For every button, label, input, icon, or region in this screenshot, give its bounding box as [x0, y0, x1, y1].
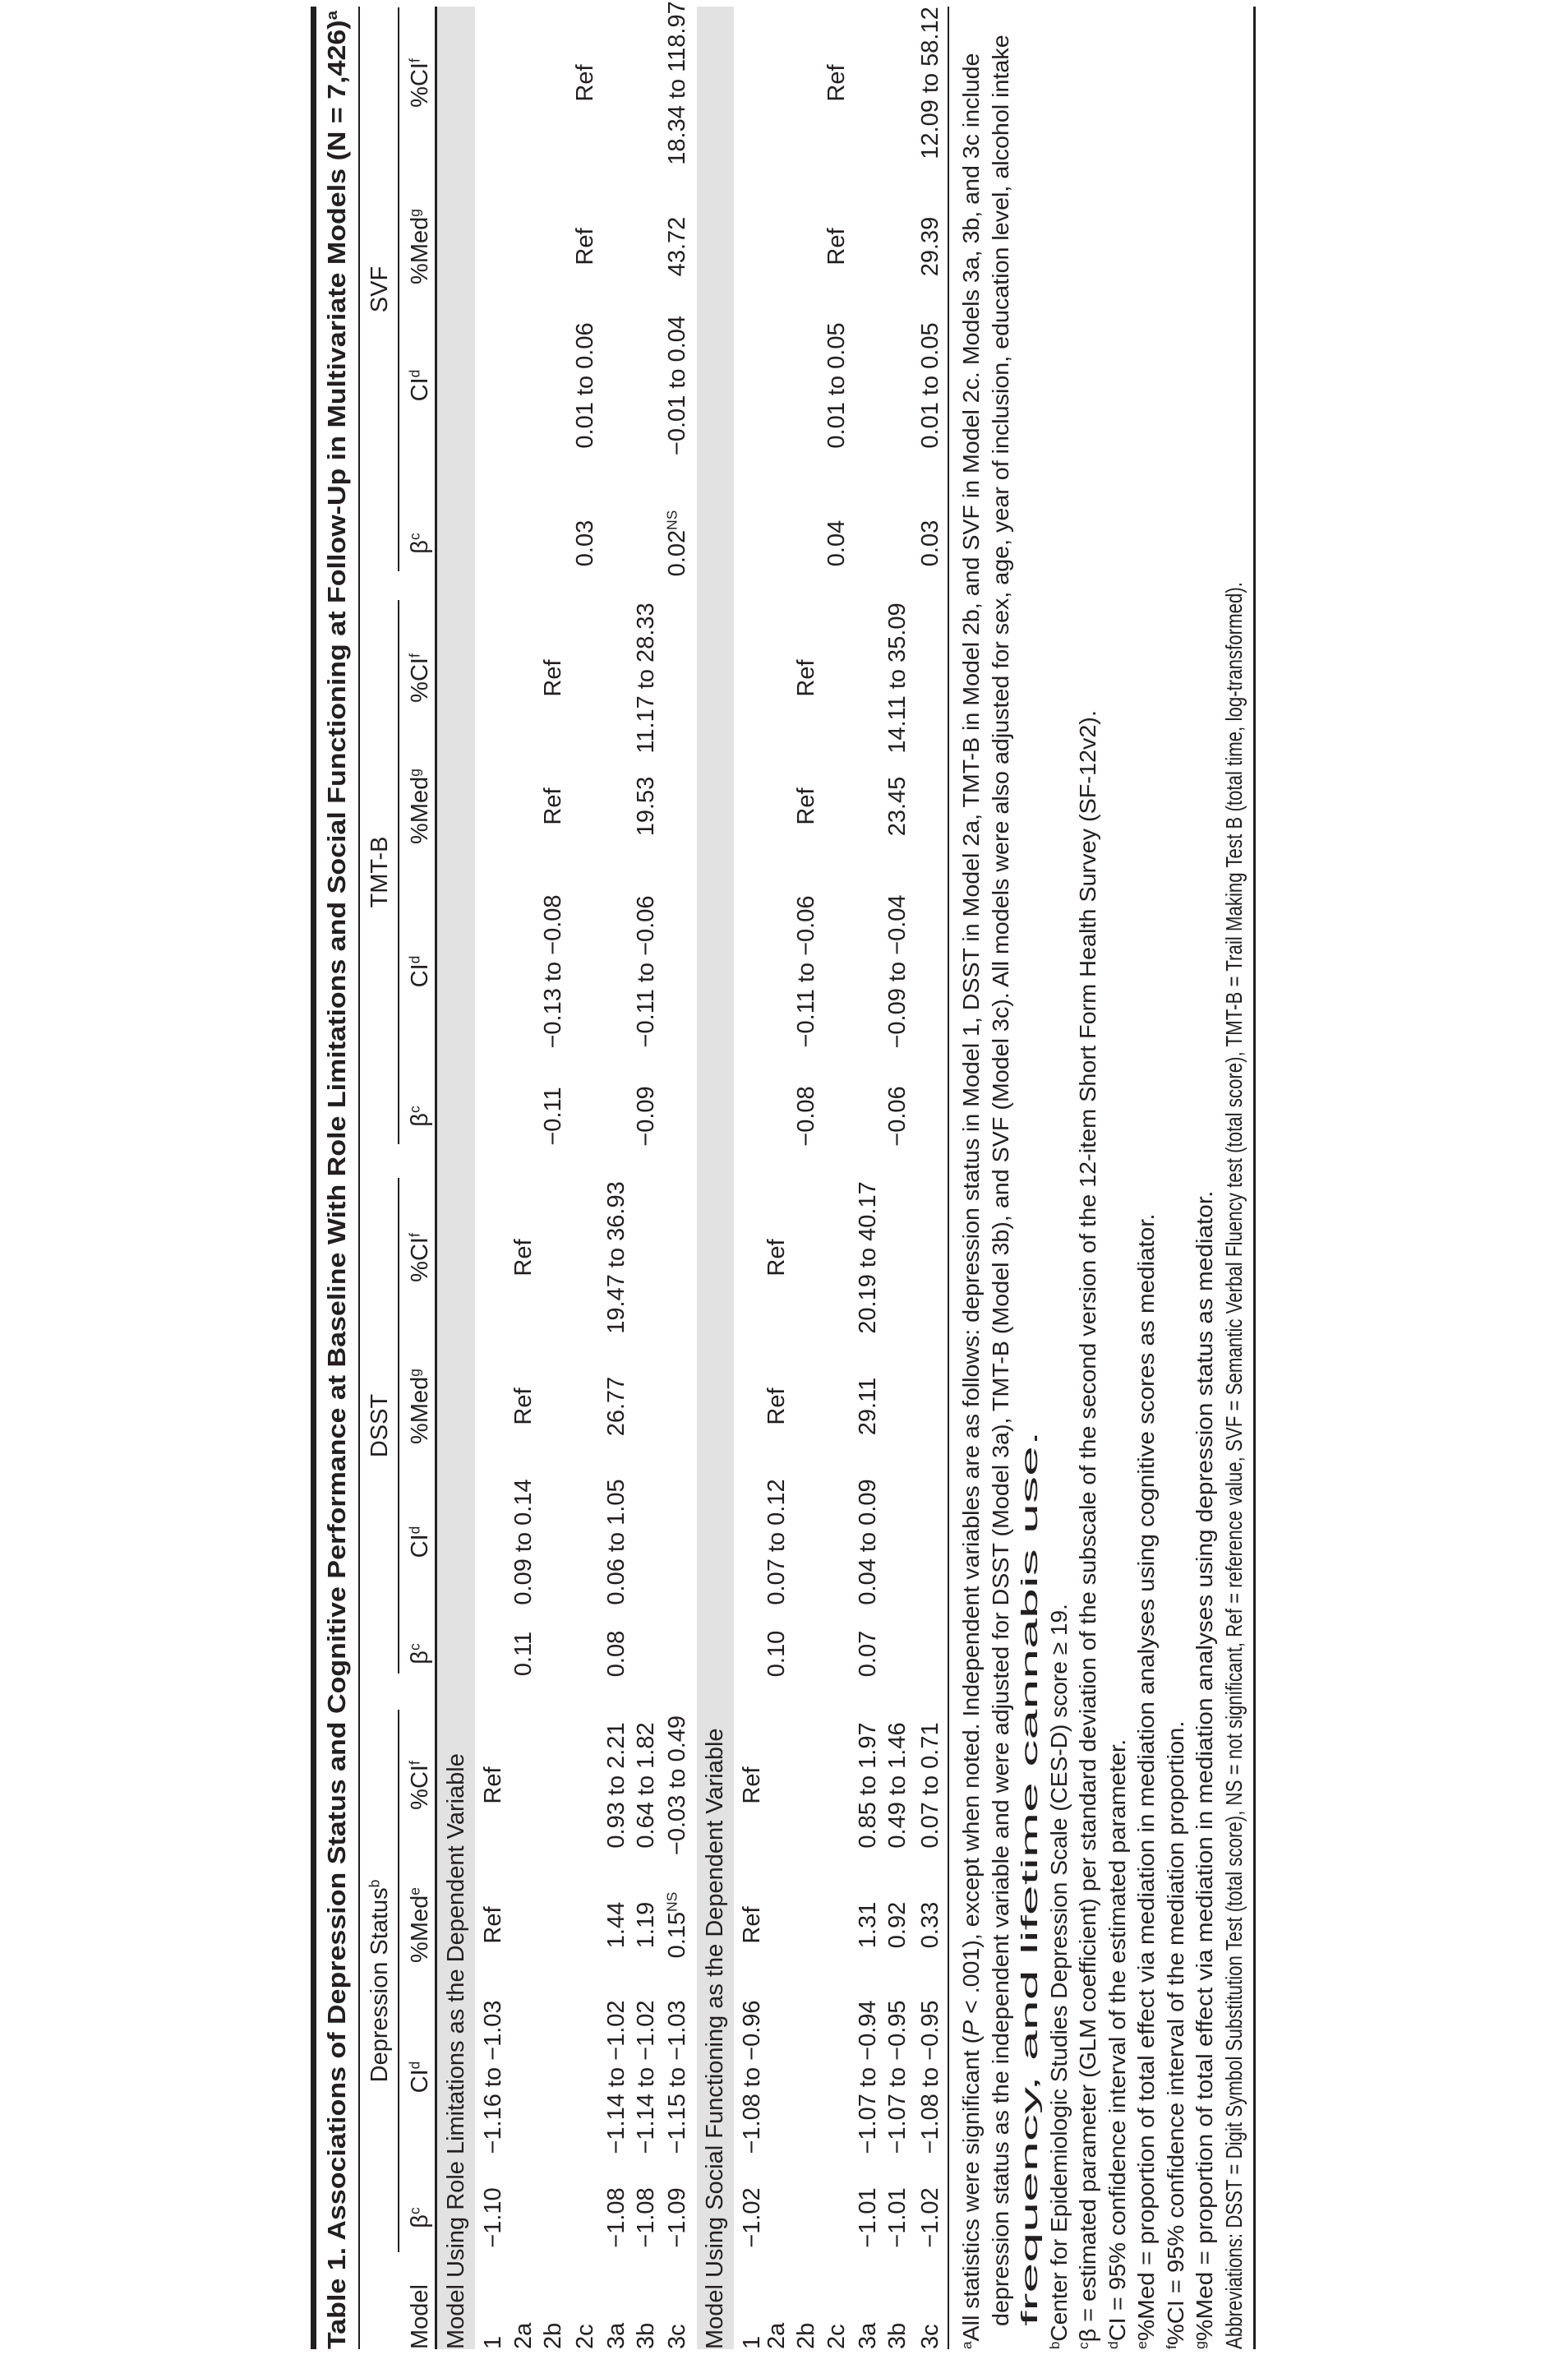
table-cell: Ref	[793, 659, 819, 697]
table-cell: 0.06 to 1.05	[603, 1479, 630, 1605]
table-cell: −0.11	[540, 1087, 566, 1146]
table-cell: 29.11	[855, 1377, 881, 1436]
table-title	[321, 11, 353, 2349]
footnote-text: < .001), except when noted. Independent variables are as follows: depression status in Model 1, DSST in Model 2a, TMT-B in Model 2b, and SVF in Model 2c. Models 3a, 3b, and 3c include	[958, 53, 984, 2020]
rotated-table-page	[311, 0, 1257, 2364]
footnote-text: %Med = proportion of total effect via mediation in mediation analyses using depression status as mediator.	[1192, 1190, 1217, 2342]
table-cell: 0.93 to 2.21	[603, 1722, 630, 1849]
group-underline	[398, 7, 399, 571]
footnote-a-line3: frequency, and lifetime cannabis use.	[1017, 1430, 1042, 2326]
table-cell: 26.77	[603, 1376, 630, 1437]
table-cell: 0.11	[510, 1631, 537, 1677]
group-underline	[398, 600, 399, 1144]
not-significant-mark: NS	[663, 510, 680, 530]
table-cell: Ref	[763, 1387, 790, 1425]
footnote-d	[1103, 1739, 1132, 2349]
footnote-mark: f	[1163, 2345, 1179, 2349]
table-cell: 0.04	[823, 519, 850, 567]
table-cell: −1.10	[480, 2187, 506, 2248]
model-id: 3a	[855, 2322, 881, 2349]
section-label: Model Using Role Limitations as the Dependent Variable	[443, 1753, 469, 2349]
footnote-mark: g	[406, 1369, 423, 1377]
group-underline	[398, 1710, 399, 2252]
footnote-mark: a	[958, 2341, 975, 2349]
table-cell: −1.08 to −0.96	[739, 2000, 765, 2154]
table-cell: Ref	[793, 787, 819, 825]
group-header-label: DSST	[367, 1393, 393, 1458]
footnote-mark: d	[406, 955, 423, 964]
model-id: 1	[480, 2335, 506, 2349]
footnote-text: CI = 95% confidence interval of the estimated parameter.	[1105, 1738, 1130, 2342]
table-cell: −1.08	[603, 2187, 630, 2248]
column-header-label: %Med	[407, 1376, 433, 1444]
table-cell: 0.07 to 0.71	[917, 1722, 943, 1849]
footnote-mark: b	[1046, 2341, 1063, 2349]
column-header-label: %CI	[407, 1237, 433, 1282]
table-cell: 0.33	[917, 1901, 943, 1949]
table-cell: 18.34 to 118.97	[664, 1, 690, 165]
footnote-a-line2: depression status as the independent variable and were adjusted for DSST (Model 3a), TMT-B (Model 3b), and SVF (Model 3c). All models were also adjusted for sex, age, year of inclusion, education level, alcohol intake	[988, 35, 1013, 2326]
table-cell: −0.11 to −0.06	[793, 895, 819, 1048]
table-cell: 0.92	[884, 1901, 911, 1949]
column-header-label: CI	[407, 1534, 433, 1558]
table-cell: Ref	[480, 1906, 506, 1944]
group-underline	[398, 1178, 399, 1674]
title-rule	[358, 7, 360, 2349]
column-header-label: %CI	[407, 1765, 433, 1810]
table-cell: 14.11 to 35.09	[884, 603, 911, 754]
table-cell: 0.09 to 0.14	[510, 1479, 537, 1605]
table-cell: −1.09	[664, 2187, 690, 2248]
cell-value: 0.15	[664, 1911, 690, 1959]
footnote-mark: f	[406, 58, 423, 63]
table-cell: −0.03 to 0.49	[664, 1715, 690, 1856]
footnote-text: All statistics were significant (	[958, 2035, 984, 2342]
table-cell: Ref	[540, 659, 566, 697]
group-header	[365, 1295, 394, 1558]
table-cell: 1.31	[855, 1901, 881, 1949]
table-cell: −0.08	[793, 1086, 819, 1147]
table-cell: 29.39	[917, 216, 943, 277]
footnote-mark: f	[406, 1233, 423, 1238]
footnote-rule	[948, 7, 949, 2349]
table-cell: −1.02	[917, 2187, 943, 2248]
table-cell: 20.19 to 40.17	[855, 1181, 881, 1334]
table-cell: 0.07	[855, 1630, 881, 1678]
table-cell: 0.10	[763, 1630, 790, 1678]
footnote-text: Center for Epidemiologic Studies Depression Scale (CES-D) score ≥ 19.	[1046, 1604, 1072, 2342]
column-header-label: %Med	[407, 216, 433, 284]
footnote-mark: f	[406, 1761, 423, 1766]
table-cell: 1.44	[603, 1901, 630, 1949]
footnote-text: β = estimated parameter (GLM coefficient) per standard deviation of the subscale of the second version of the 12-item Short Form Health Survey (SF-12v2).	[1075, 709, 1100, 2343]
table-cell: −1.14 to −1.02	[633, 2000, 659, 2154]
table-cell: Ref	[763, 1239, 790, 1277]
footnote-mark: d	[1105, 2341, 1121, 2349]
model-id: 2a	[763, 2322, 790, 2349]
table-cell: 0.01 to 0.05	[917, 322, 943, 449]
column-header-label: β	[407, 1651, 433, 1664]
footnote-mark: b	[366, 1879, 383, 1888]
footnote-mark: g	[406, 209, 423, 217]
model-id: 3b	[633, 2322, 659, 2349]
table-cell: −0.09 to −0.04	[884, 894, 911, 1049]
table-cell: 0.07 to 0.12	[763, 1479, 790, 1605]
group-header-label: SVF	[367, 265, 393, 313]
table-cell: 0.03	[917, 519, 943, 567]
footnote-mark: g	[1192, 2341, 1208, 2349]
table-cell: 0.04 to 0.09	[855, 1479, 881, 1605]
table-cell: 43.72	[664, 216, 690, 277]
section-label: Model Using Social Functioning as the Dependent Variable	[702, 1728, 728, 2349]
model-id: 2a	[510, 2322, 537, 2349]
table-cell: −0.06	[884, 1086, 911, 1147]
column-header-label: CI	[407, 377, 433, 402]
bottom-rule	[1253, 7, 1256, 2349]
table-cell: −1.15 to −1.03	[664, 2000, 690, 2154]
table-cell: 0.08	[603, 1630, 630, 1678]
group-header-label: Depression Status	[367, 1887, 393, 2083]
model-id: 2b	[793, 2322, 819, 2349]
table-cell: 0.85 to 1.97	[855, 1722, 881, 1849]
footnote-mark: d	[406, 369, 423, 378]
table-cell: 11.17 to 28.33	[633, 603, 659, 754]
cell-value: 0.02	[664, 529, 690, 577]
model-id: 3c	[917, 2324, 943, 2349]
model-id: 3a	[603, 2322, 630, 2349]
footnote-mark: e	[1133, 2341, 1150, 2349]
table-cell: −1.07 to −0.94	[855, 2000, 881, 2154]
model-id: 2c	[572, 2324, 598, 2349]
table-cell: 0.01 to 0.05	[823, 322, 850, 449]
footnote-c	[1073, 710, 1103, 2349]
footnote-text: %CI = 95% confidence interval of the mediation proportion.	[1163, 1720, 1188, 2346]
footnote-text-italic: P	[958, 2020, 984, 2036]
table-cell: −1.07 to −0.95	[884, 2000, 911, 2154]
group-header-label: TMT-B	[367, 836, 393, 908]
table-cell: −1.14 to −1.02	[603, 2000, 630, 2154]
table-cell: Ref	[823, 64, 850, 102]
footnote-e	[1132, 1213, 1161, 2349]
footnote-b	[1045, 1604, 1074, 2349]
table-cell: Ref	[823, 228, 850, 265]
not-significant-mark: NS	[663, 1891, 680, 1912]
table-cell: −1.16 to −1.03	[480, 2000, 506, 2154]
model-id: 1	[739, 2335, 765, 2349]
table-cell: Ref	[572, 64, 598, 102]
footnote-f	[1161, 1721, 1191, 2349]
top-thick-rule	[311, 7, 316, 2349]
column-header-label: β	[407, 540, 433, 554]
footnote-mark: f	[406, 653, 423, 658]
footnote-mark: g	[406, 769, 423, 777]
column-header-label: %Med	[407, 776, 433, 844]
group-header	[365, 158, 394, 421]
table-cell: Ref	[739, 1906, 765, 1944]
table-cell: 0.49 to 1.46	[884, 1722, 911, 1849]
column-header-label: %Med	[407, 1895, 433, 1963]
model-id: 3b	[884, 2322, 911, 2349]
group-header	[365, 1849, 394, 2112]
model-id: 3c	[664, 2324, 690, 2349]
table-cell: −0.01 to 0.04	[664, 315, 690, 456]
column-header-label: %CI	[407, 658, 433, 703]
table-cell: −0.09	[633, 1086, 659, 1147]
table-cell: −1.02	[739, 2187, 765, 2248]
column-header-label: %CI	[407, 62, 433, 108]
footnote-mark: c	[406, 1643, 423, 1651]
footnote-abbreviations: Abbreviations: DSST = Digit Symbol Substitution Test (total score), NS = not significant, Ref = reference value, SVF = Semantic Verbal Fluency test (total score), TMT-B = Trail Making Test B (total time, log-transformed).	[1221, 582, 1247, 2349]
footnote-mark: c	[406, 1106, 423, 1114]
column-header-label: CI	[407, 963, 433, 988]
column-header-label: CI	[407, 2069, 433, 2094]
model-column-header: Model	[407, 2284, 433, 2349]
table-cell: −0.11 to −0.06	[633, 895, 659, 1048]
column-header-label: β	[407, 1113, 433, 1127]
table-cell: 0.01 to 0.06	[572, 322, 598, 449]
model-id: 2c	[823, 2324, 850, 2349]
title-footnote-mark: a	[322, 11, 340, 21]
table-cell: −1.01	[855, 2187, 881, 2248]
table-cell: 0.03	[572, 519, 598, 567]
group-header	[365, 741, 394, 1004]
table-cell: Ref	[739, 1766, 765, 1804]
footnote-mark: e	[406, 1887, 423, 1895]
table-cell: 19.47 to 36.93	[603, 1181, 630, 1334]
footnote-mark: d	[406, 2061, 423, 2070]
column-header-label: β	[407, 2214, 433, 2228]
table-cell: Ref	[510, 1387, 537, 1425]
model-id: 2b	[540, 2322, 566, 2349]
table-cell: Ref	[572, 228, 598, 265]
footnote-a-line1	[957, 53, 986, 2349]
table-cell: Ref	[480, 1766, 506, 1804]
table-cell: 19.53	[633, 776, 659, 837]
table-cell: 23.45	[884, 776, 911, 837]
footnote-mark: c	[406, 2207, 423, 2215]
footnote-mark: c	[1075, 2342, 1091, 2349]
table-cell: 0.64 to 1.82	[633, 1722, 659, 1849]
column-header	[405, 0, 435, 215]
table-cell: Ref	[540, 787, 566, 825]
footnote-mark: c	[406, 533, 423, 541]
footnote-g	[1190, 1191, 1220, 2349]
table-cell: −1.08	[633, 2187, 659, 2248]
table-cell: Ref	[510, 1239, 537, 1277]
footnote-text: %Med = proportion of total effect via mediation in mediation analyses using cognitive scores as mediator.	[1133, 1213, 1159, 2342]
footnote-mark: d	[406, 1526, 423, 1535]
table-cell: 12.09 to 58.12	[917, 7, 943, 159]
table-cell: −1.01	[884, 2187, 911, 2248]
table-cell: −0.13 to −0.08	[540, 894, 566, 1049]
table-cell: −1.08 to −0.95	[917, 2000, 943, 2154]
title-text: Table 1. Associations of Depression Status and Cognitive Performance at Baseline With Role Limitations and Social Functioning at Follow-Up in Multivariate Models (N = 7,426)	[322, 20, 351, 2349]
table-cell: 1.19	[633, 1901, 659, 1949]
